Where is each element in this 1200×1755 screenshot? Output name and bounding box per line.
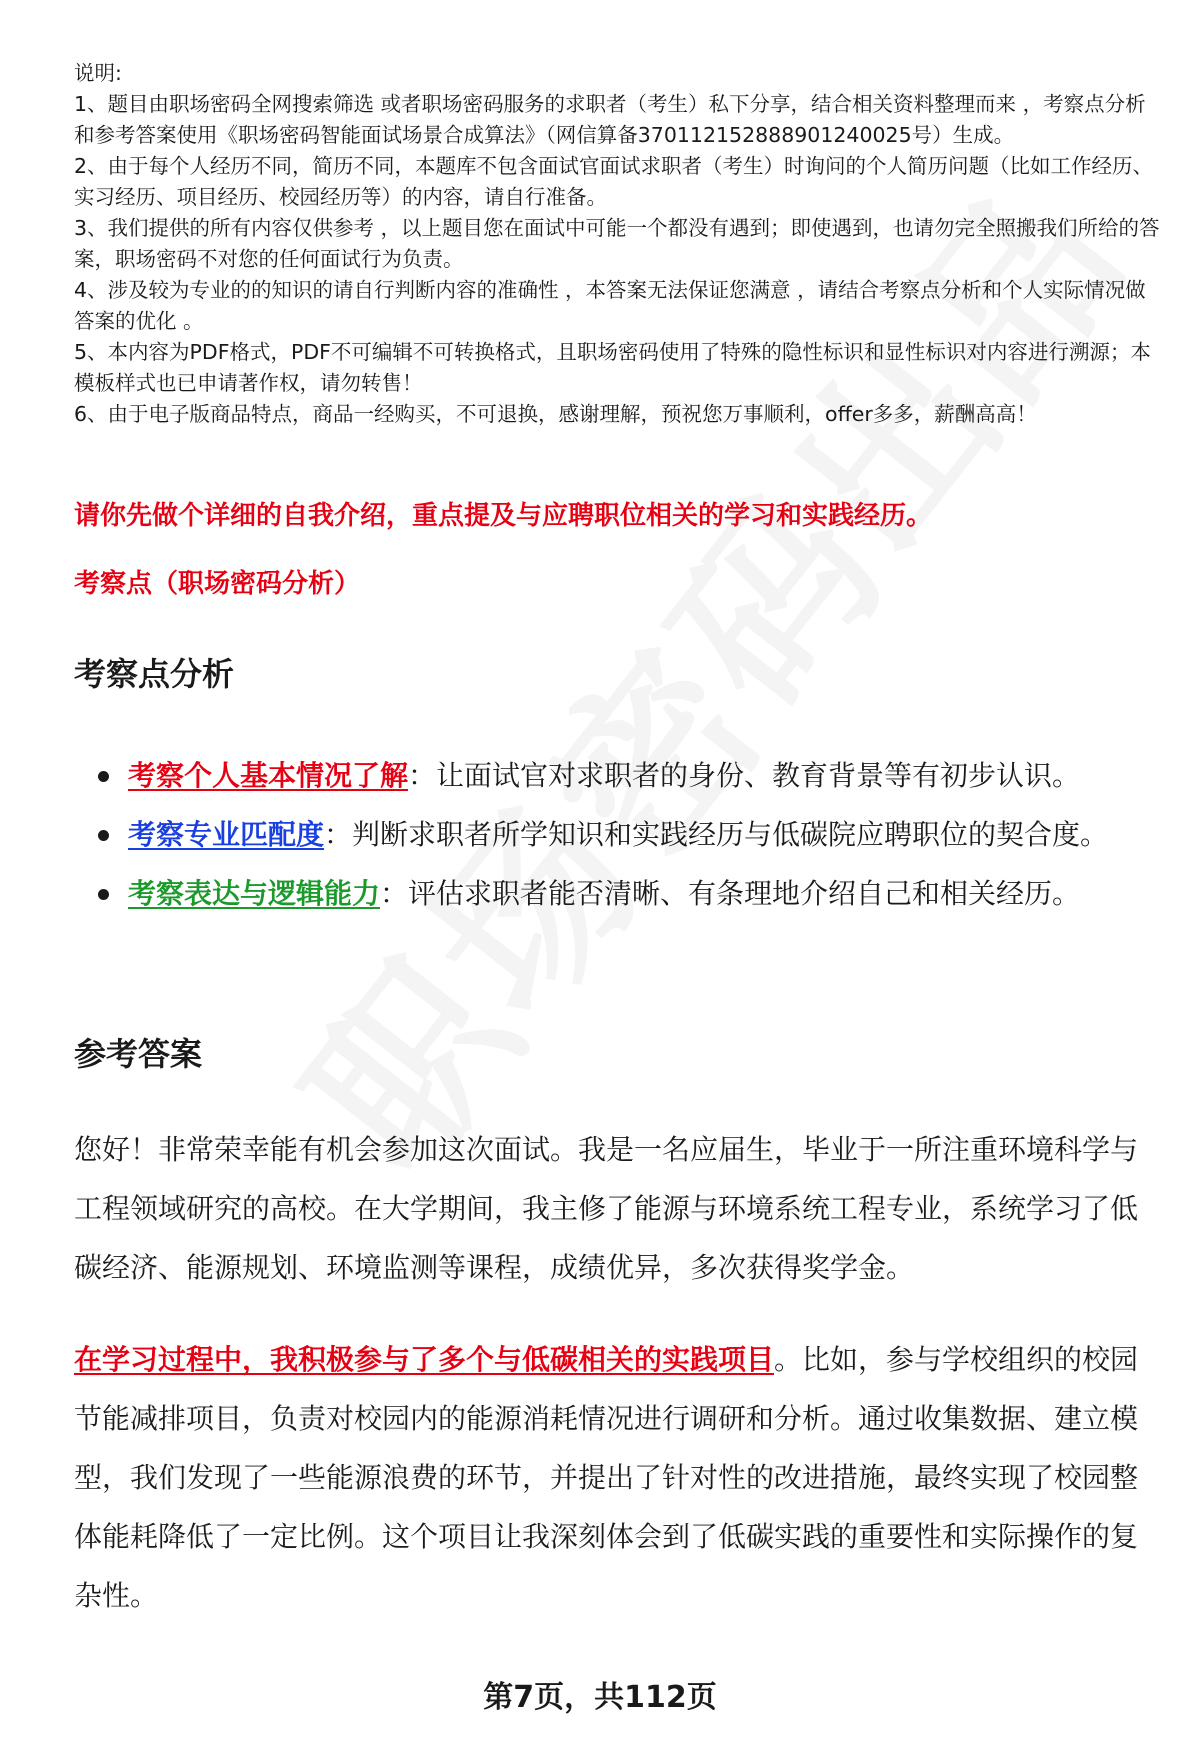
answer-paragraph: [74, 1330, 1152, 1625]
interview-question: 请你先做个详细的自我介绍，重点提及与应聘职位相关的学习和实践经历。: [74, 501, 933, 531]
bullet-dot-icon: [98, 830, 109, 841]
answer-heading: 参考答案: [74, 1035, 203, 1073]
bullet-keyword: 考察个人基本情况了解: [128, 759, 409, 792]
bullet-dot-icon: [98, 889, 109, 900]
answer-paragraph: 您好！非常荣幸能有机会参加这次面试。我是一名应届生，毕业于一所注重环境科学与工程领域研究的高校。在大学期间，我主修了能源与环境系统工程专业，系统学习了低碳经济、能源规划、环境监测等课程，成绩优异，多次获得奖学金。: [74, 1133, 1139, 1284]
analysis-bullet: [98, 864, 1138, 923]
bullet-text: ：判断求职者所学知识和实践经历与低碳院应聘职位的契合度。: [324, 818, 1109, 851]
notes-item: 1、题目由职场密码全网搜索筛选 或者职场密码服务的求职者（考生）私下分享，结合相关资料整理而来 ，考察点分析和参考答案使用《职场密码智能面试场景合成算法》（网信算备370112152888901240025号）生成。: [74, 92, 1146, 147]
notes-item: 6、由于电子版商品特点，商品一经购买，不可退换，感谢理解，预祝您万事顺利，offer多多，薪酬高高！: [74, 402, 1037, 426]
bullet-text: ：评估求职者能否清晰、有条理地介绍自己和相关经历。: [380, 877, 1081, 910]
page-number: 第7页，共112页: [483, 1680, 717, 1715]
notes-item: 4、涉及较为专业的的知识的请自行判断内容的准确性 ，本答案无法保证您满意 ，请结合考察点分析和个人实际情况做答案的优化 。: [74, 278, 1146, 333]
analysis-list: [98, 746, 1138, 923]
notes-item: 2、由于每个人经历不同，简历不同，本题库不包含面试官面试求职者（考生）时询问的个人简历问题（比如工作经历、实习经历、项目经历、校园经历等）的内容，请自行准备。: [74, 154, 1154, 209]
notes-item: 3、我们提供的所有内容仅供参考 ，以上题目您在面试中可能一个都没有遇到；即使遇到，也请勿完全照搬我们所给的答案，职场密码不对您的任何面试行为负责。: [74, 216, 1160, 271]
analysis-heading: 考察点分析: [74, 655, 235, 693]
analysis-bullet: [98, 805, 1138, 864]
bullet-text: ：让面试官对求职者的身份、教育背景等有初步认识。: [408, 759, 1081, 792]
bullet-dot-icon: [98, 771, 109, 782]
notes-item: 5、本内容为PDF格式，PDF不可编辑不可转换格式，且职场密码使用了特殊的隐性标识和显性标识对内容进行溯源；本模板样式也已申请著作权，请勿转售！: [74, 340, 1151, 395]
bullet-keyword: 考察专业匹配度: [128, 818, 325, 851]
analysis-bullet: [98, 746, 1138, 805]
bullet-keyword: 考察表达与逻辑能力: [128, 877, 381, 910]
answer-text: 。比如，参与学校组织的校园节能减排项目，负责对校园内的能源消耗情况进行调研和分析。通过收集数据、建立模型，我们发现了一些能源浪费的环节，并提出了针对性的改进措施，最终实现了校园整体能耗降低了一定比例。这个项目让我深刻体会到了低碳实践的重要性和实际操作的复杂性。: [74, 1343, 1139, 1612]
disclaimer-notes: [74, 58, 1164, 430]
answer-highlight: 在学习过程中，我积极参与了多个与低碳相关的实践项目: [74, 1343, 775, 1376]
assessment-label: 考察点（职场密码分析）: [74, 569, 361, 599]
notes-title: 说明:: [74, 61, 122, 85]
